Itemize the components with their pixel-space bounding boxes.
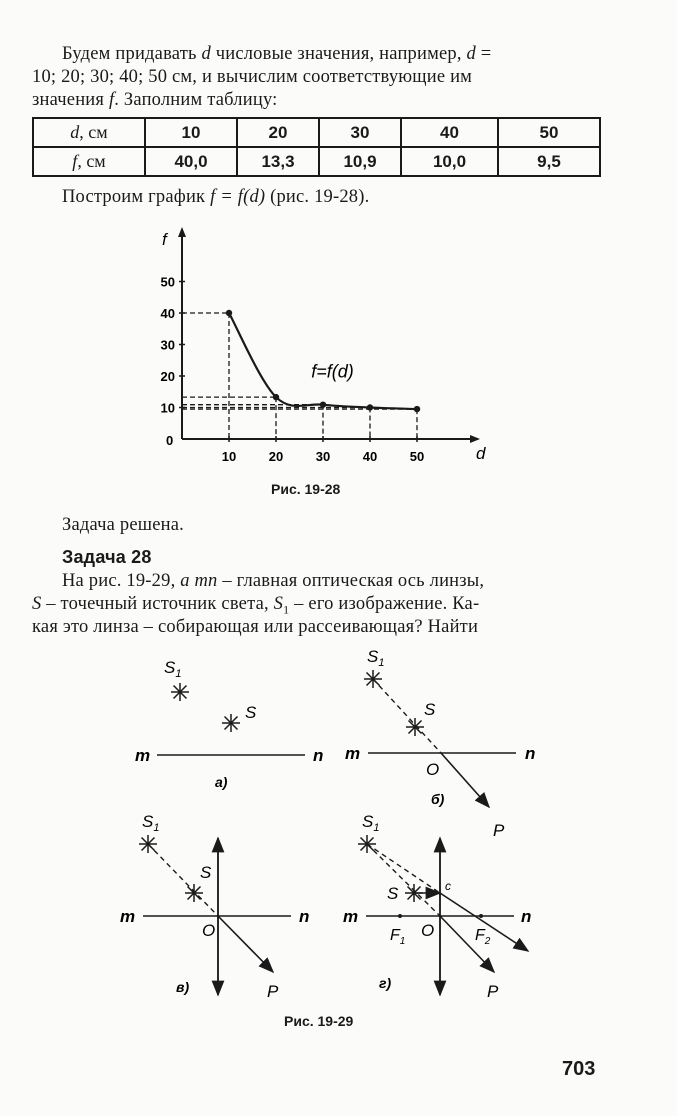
ray-op bbox=[441, 753, 489, 807]
label-o: O bbox=[421, 921, 435, 940]
label-m: m bbox=[345, 744, 361, 763]
label-a: а) bbox=[215, 774, 228, 790]
data-point bbox=[273, 394, 279, 400]
curve-label: f=f(d) bbox=[311, 361, 354, 382]
label-s: S bbox=[245, 703, 257, 722]
intro-line-3: значения f. Заполним таблицу: bbox=[32, 90, 278, 110]
focus-point-f1 bbox=[398, 914, 402, 918]
dashed-ray bbox=[367, 844, 440, 893]
label-m: m bbox=[120, 907, 136, 926]
x-axis-label: d bbox=[476, 444, 486, 463]
figure-caption-19-28: Рис. 19-28 bbox=[271, 481, 341, 497]
table-cell: 50 bbox=[498, 118, 600, 147]
table-cell: 10,0 bbox=[401, 147, 498, 176]
label-m: m bbox=[135, 746, 151, 765]
focus-point-f2 bbox=[479, 914, 483, 918]
diagram-a bbox=[135, 658, 323, 790]
y-tick-label: 50 bbox=[160, 274, 175, 290]
table-cell: 9,5 bbox=[498, 147, 600, 176]
label-s: S bbox=[387, 884, 399, 903]
table-cell: 40 bbox=[401, 118, 498, 147]
diagram-v bbox=[120, 812, 309, 1001]
x-tick-label: 50 bbox=[409, 449, 425, 464]
data-point bbox=[226, 310, 232, 316]
label-b: б) bbox=[431, 791, 445, 807]
label-s: S bbox=[200, 863, 212, 882]
intro-line-2: 10; 20; 30; 40; 50 см, и вычислим соответствующие им bbox=[32, 67, 473, 87]
table-header-f: f, см bbox=[33, 147, 145, 176]
label-o: O bbox=[426, 760, 440, 779]
data-point bbox=[414, 406, 420, 412]
star-icon bbox=[171, 683, 189, 701]
label-o: O bbox=[202, 921, 216, 940]
y-tick-label: 10 bbox=[160, 400, 175, 416]
label-f2: $F_2$ bbox=[475, 927, 491, 947]
dashed-ray bbox=[367, 844, 440, 916]
label-m: m bbox=[343, 907, 359, 926]
x-tick-label: 10 bbox=[221, 449, 237, 464]
x-tick-label: 40 bbox=[362, 449, 378, 464]
page-number: 703 bbox=[562, 1058, 596, 1080]
star-icon bbox=[405, 884, 423, 902]
table-cell: 40,0 bbox=[145, 147, 237, 176]
label-s: S bbox=[424, 700, 436, 719]
y-tick-label: 20 bbox=[160, 369, 175, 384]
star-icon bbox=[222, 714, 240, 732]
table-header-d: d, см bbox=[33, 118, 145, 147]
graph-sentence: Построим график f = f(d) (рис. 19-28). bbox=[62, 187, 370, 207]
star-icon bbox=[406, 718, 424, 736]
table-cell: 10 bbox=[145, 118, 237, 147]
label-f1: $F_1$ bbox=[390, 927, 406, 947]
diagram-b bbox=[345, 647, 535, 840]
label-g: г) bbox=[379, 975, 392, 991]
figure-caption-19-29: Рис. 19-29 bbox=[284, 1013, 354, 1029]
label-n: n bbox=[525, 744, 536, 763]
table-cell: 30 bbox=[319, 118, 401, 147]
intro-line-1: Будем придавать d числовые значения, например, d = bbox=[62, 44, 492, 64]
x-tick-label: 30 bbox=[315, 449, 331, 464]
values-table bbox=[32, 117, 601, 177]
label-p: P bbox=[267, 982, 279, 1001]
star-icon bbox=[364, 670, 382, 688]
label-s1: $S_1$ bbox=[142, 812, 160, 834]
task-line-1: На рис. 19-29, а mn – главная оптическая ось линзы, bbox=[62, 571, 485, 591]
task-heading: Задача 28 bbox=[62, 547, 152, 567]
label-c: c bbox=[445, 879, 451, 893]
label-s1: $S_1$ bbox=[362, 812, 380, 834]
origin-label: 0 bbox=[166, 433, 174, 448]
data-point bbox=[320, 401, 326, 407]
y-axis-label: f bbox=[162, 230, 167, 249]
y-tick-label: 40 bbox=[160, 306, 175, 321]
label-p: P bbox=[493, 821, 505, 840]
label-n: n bbox=[299, 907, 310, 926]
optics-diagrams bbox=[0, 640, 677, 1040]
x-axis-arrow-icon bbox=[470, 435, 480, 443]
data-point bbox=[367, 404, 373, 410]
label-s1: $S_1$ bbox=[367, 647, 385, 669]
star-icon bbox=[139, 835, 157, 853]
star-icon bbox=[358, 835, 376, 853]
label-p: P bbox=[487, 982, 499, 1001]
y-axis-arrow-icon bbox=[178, 227, 186, 237]
label-s1: $S_1$ bbox=[164, 658, 182, 680]
task-line-2: S – точечный источник света, $S_1$ – его изображение. Ка- bbox=[32, 594, 480, 617]
x-tick-label: 20 bbox=[268, 449, 284, 464]
graph-f-of-d bbox=[0, 215, 677, 515]
table-cell: 13,3 bbox=[237, 147, 319, 176]
table-cell: 10,9 bbox=[319, 147, 401, 176]
task-line-3: кая это линза – собирающая или рассеивающая? Найти bbox=[32, 617, 479, 637]
table-cell: 20 bbox=[237, 118, 319, 147]
label-n: n bbox=[521, 907, 532, 926]
diagram-g bbox=[343, 812, 531, 1001]
star-icon bbox=[185, 884, 203, 902]
label-n: n bbox=[313, 746, 324, 765]
table-row-f bbox=[33, 147, 600, 176]
y-tick-label: 30 bbox=[160, 337, 175, 353]
solved-text: Задача решена. bbox=[62, 515, 184, 535]
ray-op bbox=[218, 916, 273, 972]
label-v: в) bbox=[176, 979, 190, 995]
table-row-d bbox=[33, 118, 600, 147]
